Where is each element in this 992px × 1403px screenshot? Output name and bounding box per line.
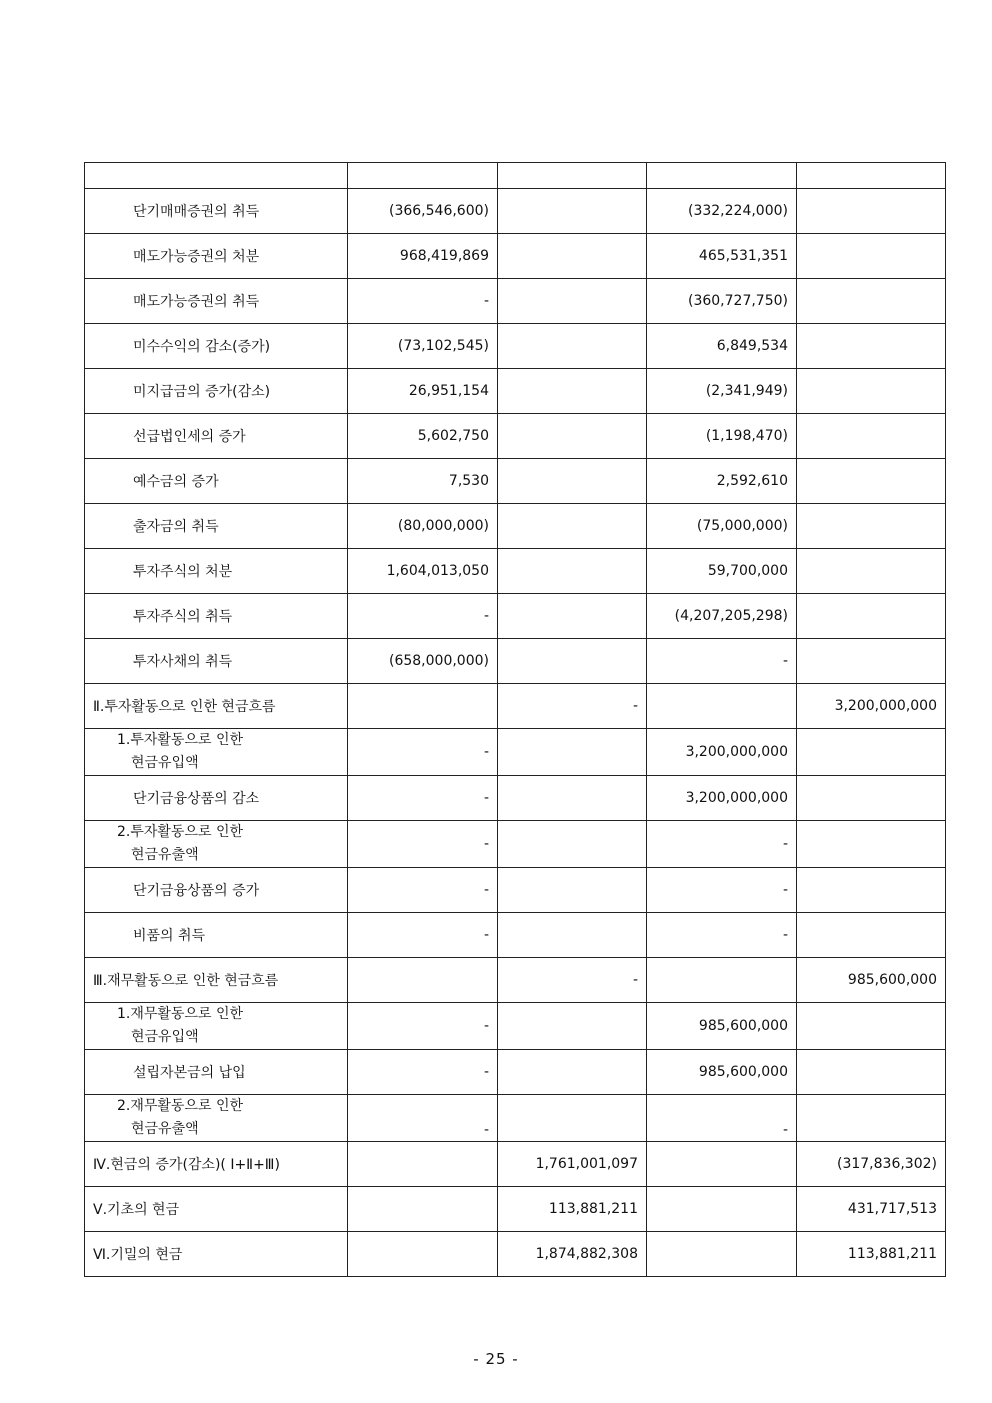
cell-value: 7,530 — [348, 459, 498, 504]
cell-value: - — [498, 958, 647, 1003]
table-row — [85, 414, 946, 459]
row-label: 미지급금의 증가(감소) — [85, 369, 348, 414]
cell-value — [797, 1003, 946, 1050]
header-cell — [797, 163, 946, 189]
cell-value: 985,600,000 — [647, 1003, 797, 1050]
table-header-row — [85, 163, 946, 189]
row-label: 매도가능증권의 처분 — [85, 234, 348, 279]
subtotal-label-line2: 현금유입액 — [131, 755, 199, 771]
cell-value — [348, 684, 498, 729]
cell-value — [498, 913, 647, 958]
subtotal-label — [85, 729, 348, 776]
section-row — [85, 684, 946, 729]
cell-value: - — [647, 913, 797, 958]
section-row — [85, 958, 946, 1003]
cell-value — [797, 189, 946, 234]
cell-value: (80,000,000) — [348, 504, 498, 549]
cell-value: 2,592,610 — [647, 459, 797, 504]
cell-value — [797, 913, 946, 958]
cell-value — [797, 504, 946, 549]
cell-value — [647, 958, 797, 1003]
subtotal-label-line2: 현금유출액 — [131, 1121, 199, 1137]
cell-value — [797, 1050, 946, 1095]
section-label: Ⅳ.현금의 증가(감소)( Ⅰ+Ⅱ+Ⅲ) — [85, 1142, 348, 1187]
cell-value — [498, 279, 647, 324]
table-row — [85, 279, 946, 324]
cell-value — [498, 324, 647, 369]
cell-value — [797, 639, 946, 684]
cell-value: 431,717,513 — [797, 1187, 946, 1232]
subtotal-label — [85, 1095, 348, 1142]
cell-value — [797, 324, 946, 369]
table-row — [85, 776, 946, 821]
cell-value: (360,727,750) — [647, 279, 797, 324]
cell-value — [797, 279, 946, 324]
subtotal-row — [85, 1095, 946, 1142]
cell-value — [498, 369, 647, 414]
subtotal-row — [85, 821, 946, 868]
cell-value — [498, 459, 647, 504]
cell-value — [797, 1095, 946, 1142]
table-row — [85, 504, 946, 549]
cell-value: 5,602,750 — [348, 414, 498, 459]
cell-value: (317,836,302) — [797, 1142, 946, 1187]
cell-value: - — [647, 868, 797, 913]
subtotal-label-line1: 2.투자활동으로 인한 — [117, 824, 243, 840]
cell-value: - — [348, 594, 498, 639]
row-label: 미수수익의 감소(증가) — [85, 324, 348, 369]
row-label: 단기매매증권의 취득 — [85, 189, 348, 234]
table-row — [85, 639, 946, 684]
cell-value — [498, 594, 647, 639]
cell-value — [647, 1142, 797, 1187]
cell-value — [348, 1187, 498, 1232]
page-number: - 25 - — [473, 1350, 519, 1368]
cash-flow-table — [84, 162, 946, 1277]
row-label: 단기금융상품의 증가 — [85, 868, 348, 913]
table-row — [85, 594, 946, 639]
row-label: 선급법인세의 증가 — [85, 414, 348, 459]
cell-value: 3,200,000,000 — [797, 684, 946, 729]
cell-value — [498, 1003, 647, 1050]
subtotal-label-line1: 1.투자활동으로 인한 — [117, 732, 243, 748]
cell-value — [647, 684, 797, 729]
cell-value — [797, 549, 946, 594]
cell-value — [498, 868, 647, 913]
table-row — [85, 324, 946, 369]
cell-value: - — [348, 1050, 498, 1095]
cell-value: (1,198,470) — [647, 414, 797, 459]
cell-value: - — [348, 1003, 498, 1050]
row-label: 매도가능증권의 취득 — [85, 279, 348, 324]
subtotal-label — [85, 1003, 348, 1050]
cell-value — [647, 1232, 797, 1277]
cell-value: - — [348, 1095, 498, 1142]
row-label: 비품의 취득 — [85, 913, 348, 958]
row-label: 설립자본금의 납입 — [85, 1050, 348, 1095]
cell-value — [797, 729, 946, 776]
section-label: Ⅵ.기밀의 현금 — [85, 1232, 348, 1277]
cell-value: - — [348, 868, 498, 913]
table-row — [85, 189, 946, 234]
cell-value: 3,200,000,000 — [647, 729, 797, 776]
cell-value: 113,881,211 — [797, 1232, 946, 1277]
cell-value: (73,102,545) — [348, 324, 498, 369]
cell-value: - — [647, 1095, 797, 1142]
cell-value: 985,600,000 — [647, 1050, 797, 1095]
subtotal-label — [85, 821, 348, 868]
row-label: 투자주식의 처분 — [85, 549, 348, 594]
table-row — [85, 1050, 946, 1095]
cell-value: 1,761,001,097 — [498, 1142, 647, 1187]
cell-value — [498, 639, 647, 684]
cell-value: 1,604,013,050 — [348, 549, 498, 594]
section-label: Ⅲ.재무활동으로 인한 현금흐름 — [85, 958, 348, 1003]
subtotal-label-line2: 현금유출액 — [131, 847, 199, 863]
cell-value: - — [348, 279, 498, 324]
cell-value — [498, 549, 647, 594]
table-row — [85, 868, 946, 913]
table-row — [85, 369, 946, 414]
cell-value: 968,419,869 — [348, 234, 498, 279]
subtotal-row — [85, 729, 946, 776]
cell-value: 59,700,000 — [647, 549, 797, 594]
cell-value: - — [348, 821, 498, 868]
total-row — [85, 1232, 946, 1277]
row-label: 투자주식의 취득 — [85, 594, 348, 639]
section-label: Ⅱ.투자활동으로 인한 현금흐름 — [85, 684, 348, 729]
cell-value: 26,951,154 — [348, 369, 498, 414]
cell-value — [797, 776, 946, 821]
cell-value — [498, 234, 647, 279]
cell-value — [498, 821, 647, 868]
cell-value — [498, 1050, 647, 1095]
cell-value: (2,341,949) — [647, 369, 797, 414]
header-cell — [348, 163, 498, 189]
cell-value — [797, 594, 946, 639]
cell-value: (332,224,000) — [647, 189, 797, 234]
table-row — [85, 913, 946, 958]
cell-value — [498, 1095, 647, 1142]
cell-value: (658,000,000) — [348, 639, 498, 684]
cell-value: - — [348, 776, 498, 821]
subtotal-label-line1: 1.재무활동으로 인한 — [117, 1006, 243, 1022]
cell-value: 113,881,211 — [498, 1187, 647, 1232]
cell-value — [797, 234, 946, 279]
cell-value: (366,546,600) — [348, 189, 498, 234]
row-label: 예수금의 증가 — [85, 459, 348, 504]
cell-value: 465,531,351 — [647, 234, 797, 279]
row-label: 투자사채의 취득 — [85, 639, 348, 684]
cell-value: 6,849,534 — [647, 324, 797, 369]
cell-value — [797, 414, 946, 459]
subtotal-row — [85, 1003, 946, 1050]
cell-value: - — [498, 684, 647, 729]
subtotal-label-line1: 2.재무활동으로 인한 — [117, 1098, 243, 1114]
cell-value: 1,874,882,308 — [498, 1232, 647, 1277]
table-row — [85, 549, 946, 594]
table-row — [85, 234, 946, 279]
cell-value — [797, 369, 946, 414]
cell-value: - — [348, 729, 498, 776]
cell-value: 985,600,000 — [797, 958, 946, 1003]
cell-value: - — [647, 639, 797, 684]
header-cell — [85, 163, 348, 189]
cell-value — [348, 1232, 498, 1277]
row-label: 단기금융상품의 감소 — [85, 776, 348, 821]
total-row — [85, 1142, 946, 1187]
cell-value — [498, 414, 647, 459]
cell-value: - — [348, 913, 498, 958]
cell-value — [498, 189, 647, 234]
cell-value — [498, 776, 647, 821]
section-label: Ⅴ.기초의 현금 — [85, 1187, 348, 1232]
cell-value — [348, 1142, 498, 1187]
cell-value: (4,207,205,298) — [647, 594, 797, 639]
cell-value — [498, 504, 647, 549]
cell-value — [797, 868, 946, 913]
subtotal-label-line2: 현금유입액 — [131, 1029, 199, 1045]
row-label: 출자금의 취득 — [85, 504, 348, 549]
cell-value — [647, 1187, 797, 1232]
cell-value — [797, 459, 946, 504]
table-row — [85, 459, 946, 504]
cell-value: - — [647, 821, 797, 868]
cell-value: (75,000,000) — [647, 504, 797, 549]
total-row — [85, 1187, 946, 1232]
header-cell — [647, 163, 797, 189]
cell-value — [797, 821, 946, 868]
cell-value — [348, 958, 498, 1003]
cell-value: 3,200,000,000 — [647, 776, 797, 821]
header-cell — [498, 163, 647, 189]
cell-value — [498, 729, 647, 776]
